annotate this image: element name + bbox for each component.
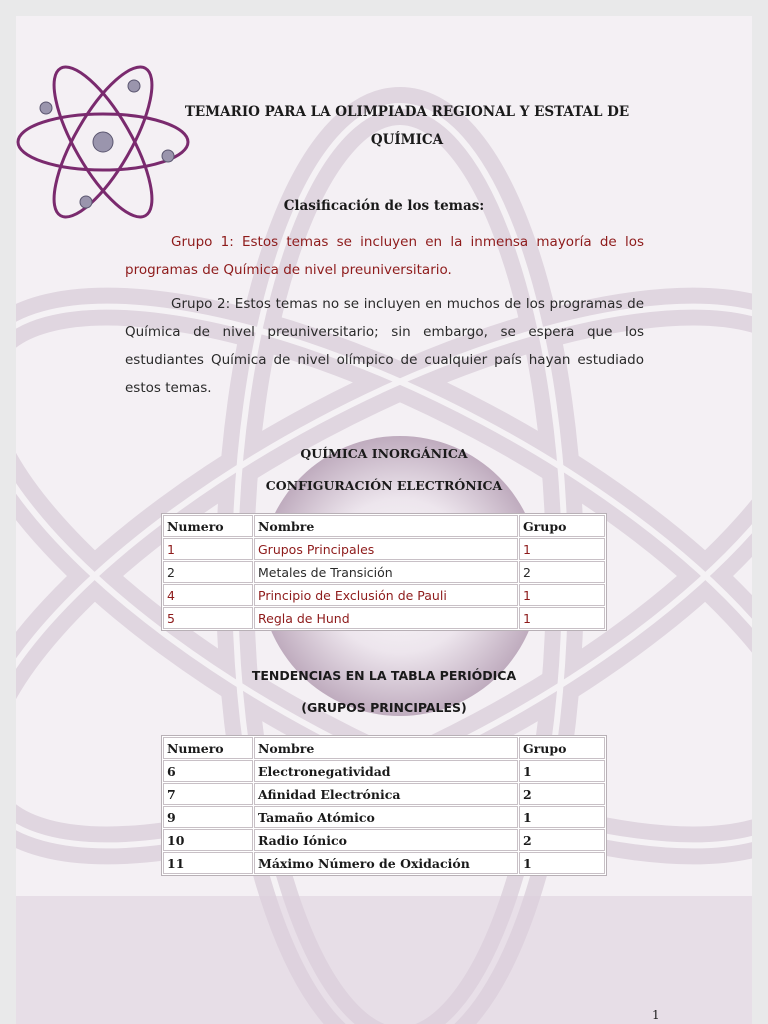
table-row — [163, 607, 605, 629]
row-number: 11 — [163, 852, 253, 874]
row-group: 1 — [519, 806, 605, 828]
column-header-nombre: Nombre — [254, 515, 518, 537]
row-number: 4 — [163, 584, 253, 606]
table-row — [163, 783, 605, 805]
row-group: 2 — [519, 561, 605, 583]
table-row — [163, 852, 605, 874]
row-number: 7 — [163, 783, 253, 805]
document-title: TEMARIO PARA LA OLIMPIADA REGIONAL Y ESTATAL DE QUÍMICA — [184, 104, 630, 148]
table-row — [163, 538, 605, 560]
section1-subheading: CONFIGURACIÓN ELECTRÓNICA — [265, 478, 503, 493]
row-group: 1 — [519, 852, 605, 874]
group2-paragraph: Grupo 2: Estos temas no se incluyen en muchos de los programas de Química de nivel preuniversitario; sin embargo, se espera que los estudiantes Química de nivel olímpico de cualquier país hayan estudiado estos temas. — [125, 296, 644, 396]
table-row — [163, 760, 605, 782]
row-number: 9 — [163, 806, 253, 828]
periodic-trends-table — [161, 735, 607, 876]
page-number: 1 — [652, 1008, 660, 1022]
row-name: Tamaño Atómico — [254, 806, 518, 828]
row-group: 1 — [519, 607, 605, 629]
row-number: 2 — [163, 561, 253, 583]
section2-heading: TENDENCIAS EN LA TABLA PERIÓDICA — [251, 668, 517, 683]
row-number: 1 — [163, 538, 253, 560]
column-header-grupo: Grupo — [519, 515, 605, 537]
row-name: Radio Iónico — [254, 829, 518, 851]
document-page — [16, 16, 752, 1024]
column-header-numero: Numero — [163, 515, 253, 537]
section2-subheading: (GRUPOS PRINCIPALES) — [301, 700, 467, 715]
electron-configuration-table — [161, 513, 607, 631]
row-name: Grupos Principales — [254, 538, 518, 560]
section1-heading: QUÍMICA INORGÁNICA — [300, 446, 468, 461]
row-name: Máximo Número de Oxidación — [254, 852, 518, 874]
row-name: Principio de Exclusión de Pauli — [254, 584, 518, 606]
table-row — [163, 829, 605, 851]
table-row — [163, 806, 605, 828]
row-name: Afinidad Electrónica — [254, 783, 518, 805]
row-name: Regla de Hund — [254, 607, 518, 629]
column-header-grupo: Grupo — [519, 737, 605, 759]
column-header-numero: Numero — [163, 737, 253, 759]
row-group: 1 — [519, 584, 605, 606]
table-header-row — [163, 515, 605, 537]
table-row — [163, 584, 605, 606]
row-group: 1 — [519, 538, 605, 560]
column-header-nombre: Nombre — [254, 737, 518, 759]
row-number: 5 — [163, 607, 253, 629]
group1-paragraph: Grupo 1: Estos temas se incluyen en la inmensa mayoría de los programas de Química de nivel preuniversitario. — [125, 234, 644, 278]
classification-subtitle: Clasificación de los temas: — [283, 198, 485, 214]
row-group: 2 — [519, 783, 605, 805]
row-group: 1 — [519, 760, 605, 782]
row-number: 6 — [163, 760, 253, 782]
table-header-row — [163, 737, 605, 759]
row-name: Metales de Transición — [254, 561, 518, 583]
table-row — [163, 561, 605, 583]
row-name: Electronegatividad — [254, 760, 518, 782]
row-group: 2 — [519, 829, 605, 851]
row-number: 10 — [163, 829, 253, 851]
